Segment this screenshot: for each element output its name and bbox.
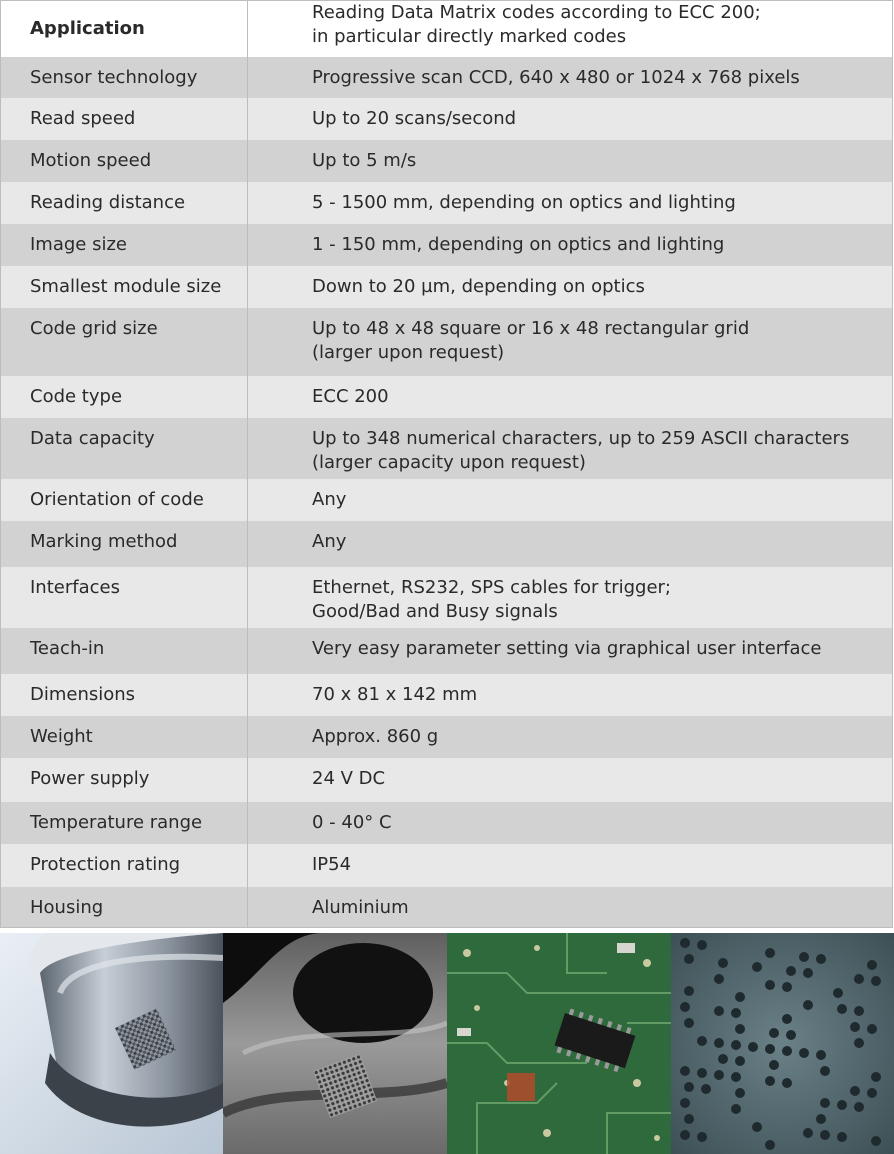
spec-label: Housing (1, 887, 248, 928)
spec-label: Smallest module size (1, 266, 248, 308)
spec-value: ECC 200 (248, 376, 893, 418)
spec-value: Up to 5 m/s (248, 140, 893, 182)
spec-label: Image size (1, 224, 248, 266)
table-row (1, 224, 893, 266)
spec-label: Motion speed (1, 140, 248, 182)
spec-label: Dimensions (1, 674, 248, 716)
table-row (1, 628, 893, 674)
spec-value: Down to 20 µm, depending on optics (248, 266, 893, 308)
table-row (1, 98, 893, 140)
laser-marked-metal-part-photo (0, 933, 223, 1154)
spec-label: Marking method (1, 521, 248, 567)
table-row (1, 844, 893, 887)
spec-label: Weight (1, 716, 248, 758)
table-row (1, 140, 893, 182)
table-row (1, 674, 893, 716)
spec-value: 70 x 81 x 142 mm (248, 674, 893, 716)
table-row (1, 567, 893, 628)
spec-value: Up to 348 numerical characters, up to 259 ASCII characters (larger capacity upon request) (248, 418, 893, 479)
spec-value: IP54 (248, 844, 893, 887)
spec-label: Sensor technology (1, 57, 248, 98)
spec-label: Power supply (1, 758, 248, 802)
spec-value: 0 - 40° C (248, 802, 893, 844)
spec-value: Ethernet, RS232, SPS cables for trigger; Good/Bad and Busy signals (248, 567, 893, 628)
spec-value: 1 - 150 mm, depending on optics and lighting (248, 224, 893, 266)
spec-value: Approx. 860 g (248, 716, 893, 758)
spec-label: Reading distance (1, 182, 248, 224)
table-row (1, 479, 893, 521)
table-row (1, 521, 893, 567)
spec-label: Protection rating (1, 844, 248, 887)
table-row (1, 376, 893, 418)
dot-peened-cast-part-photo (223, 933, 447, 1154)
spec-value: Up to 20 scans/second (248, 98, 893, 140)
spec-label: Temperature range (1, 802, 248, 844)
table-row (1, 802, 893, 844)
table-row (1, 758, 893, 802)
table-row (1, 716, 893, 758)
sample-photos-strip (0, 933, 894, 1154)
dot-matrix-embossed-photo (671, 933, 894, 1154)
spec-label: Teach-in (1, 628, 248, 674)
spec-label: Read speed (1, 98, 248, 140)
circuit-board-photo (447, 933, 671, 1154)
table-row (1, 57, 893, 98)
spec-value: Reading Data Matrix codes according to ECC 200; in particular directly marked codes (248, 1, 893, 57)
spec-label: Code grid size (1, 308, 248, 376)
spec-value: Progressive scan CCD, 640 x 480 or 1024 x 768 pixels (248, 57, 893, 98)
table-row (1, 182, 893, 224)
table-row (1, 418, 893, 479)
spec-value: 5 - 1500 mm, depending on optics and lighting (248, 182, 893, 224)
spec-label: Application (1, 1, 248, 57)
spec-value: Very easy parameter setting via graphical user interface (248, 628, 893, 674)
spec-value: 24 V DC (248, 758, 893, 802)
spec-value: Up to 48 x 48 square or 16 x 48 rectangular grid (larger upon request) (248, 308, 893, 376)
spec-label: Code type (1, 376, 248, 418)
spec-label: Orientation of code (1, 479, 248, 521)
spec-value: Any (248, 479, 893, 521)
spec-label: Data capacity (1, 418, 248, 479)
spec-value: Aluminium (248, 887, 893, 928)
table-row-application (1, 1, 893, 57)
spec-label: Interfaces (1, 567, 248, 628)
spec-value: Any (248, 521, 893, 567)
table-row (1, 887, 893, 928)
table-row (1, 266, 893, 308)
table-row (1, 308, 893, 376)
